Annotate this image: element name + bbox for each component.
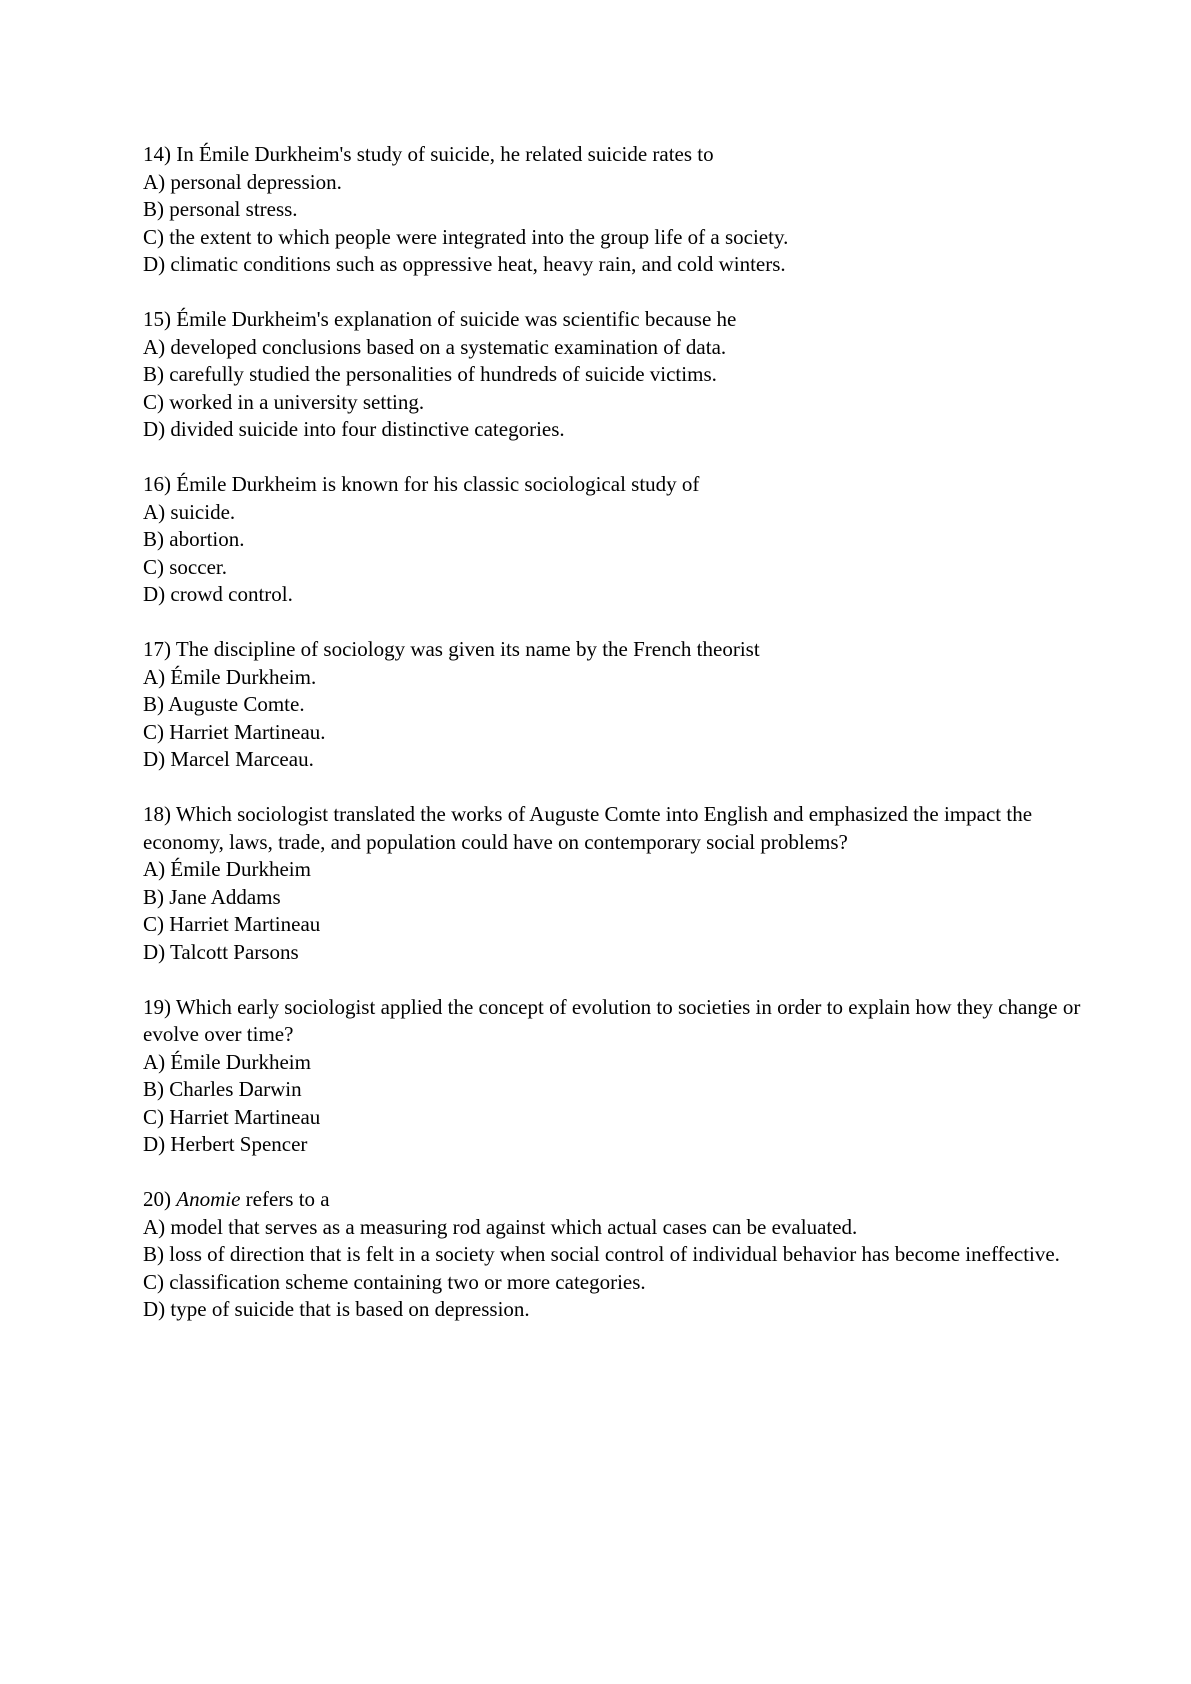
question-stem	[143, 1186, 1083, 1214]
answer-option-a: A) suicide.	[143, 499, 236, 524]
answer-option-d: D) crowd control.	[143, 582, 293, 606]
answer-option-a: A) developed conclusions based on a systematic examination of data.	[143, 334, 727, 359]
question-16	[143, 471, 1083, 609]
question-number: 20)	[143, 1187, 171, 1211]
answer-option-c: C) worked in a university setting.	[143, 389, 425, 414]
question-list	[143, 141, 1083, 1351]
answer-option-b: B) loss of direction that is felt in a society when social control of individual behavior has become ineffective.	[143, 1242, 1060, 1266]
answer-option-b: B) Charles Darwin	[143, 1077, 302, 1101]
answer-option-b: B) carefully studied the personalities of hundreds of suicide victims.	[143, 362, 717, 386]
question-14	[143, 141, 1083, 279]
answer-option-a: A) model that serves as a measuring rod against which actual cases can be evaluated.	[143, 1214, 858, 1239]
answer-option-a: A) personal depression.	[143, 169, 342, 194]
question-17	[143, 636, 1083, 774]
answer-option-a: A) Émile Durkheim	[143, 857, 311, 881]
question-18	[143, 801, 1083, 966]
question-15	[143, 306, 1083, 444]
answer-option-b: B) personal stress.	[143, 197, 298, 221]
answer-option-d: D) Herbert Spencer	[143, 1132, 308, 1156]
answer-option-b: B) Auguste Comte.	[143, 692, 305, 716]
answer-option-d: D) Talcott Parsons	[143, 939, 299, 964]
question-stem: 14) In Émile Durkheim's study of suicide, he related suicide rates to	[143, 142, 714, 166]
term-anomie: Anomie	[176, 1187, 241, 1211]
answer-option-c: C) soccer.	[143, 554, 227, 579]
answer-option-d: D) divided suicide into four distinctive categories.	[143, 417, 565, 441]
question-stem: 19) Which early sociologist applied the concept of evolution to societies in order to explain how they change or evolve over time?	[143, 994, 1081, 1046]
answer-option-a: A) Émile Durkheim.	[143, 664, 317, 689]
answer-option-c: C) classification scheme containing two or more categories.	[143, 1269, 646, 1294]
answer-option-d: D) Marcel Marceau.	[143, 747, 314, 771]
question-stem-rest: refers to a	[245, 1187, 330, 1211]
answer-option-d: D) climatic conditions such as oppressive heat, heavy rain, and cold winters.	[143, 252, 786, 276]
question-stem: 17) The discipline of sociology was given its name by the French theorist	[143, 637, 760, 661]
question-stem: 15) Émile Durkheim's explanation of suicide was scientific because he	[143, 307, 737, 331]
answer-option-b: B) abortion.	[143, 527, 245, 551]
answer-option-c: C) Harriet Martineau.	[143, 719, 326, 744]
answer-option-b: B) Jane Addams	[143, 884, 281, 909]
answer-option-c: C) the extent to which people were integrated into the group life of a society.	[143, 224, 789, 249]
answer-option-d: D) type of suicide that is based on depression.	[143, 1297, 530, 1321]
question-stem: 18) Which sociologist translated the works of Auguste Comte into English and emphasized the impact the economy, laws, trade, and population could have on contemporary social problems?	[143, 802, 1033, 854]
question-stem: 16) Émile Durkheim is known for his classic sociological study of	[143, 472, 700, 496]
answer-option-a: A) Émile Durkheim	[143, 1049, 311, 1074]
answer-option-c: C) Harriet Martineau	[143, 1104, 321, 1129]
question-20	[143, 1186, 1083, 1324]
question-19	[143, 994, 1083, 1159]
answer-option-c: C) Harriet Martineau	[143, 912, 321, 936]
